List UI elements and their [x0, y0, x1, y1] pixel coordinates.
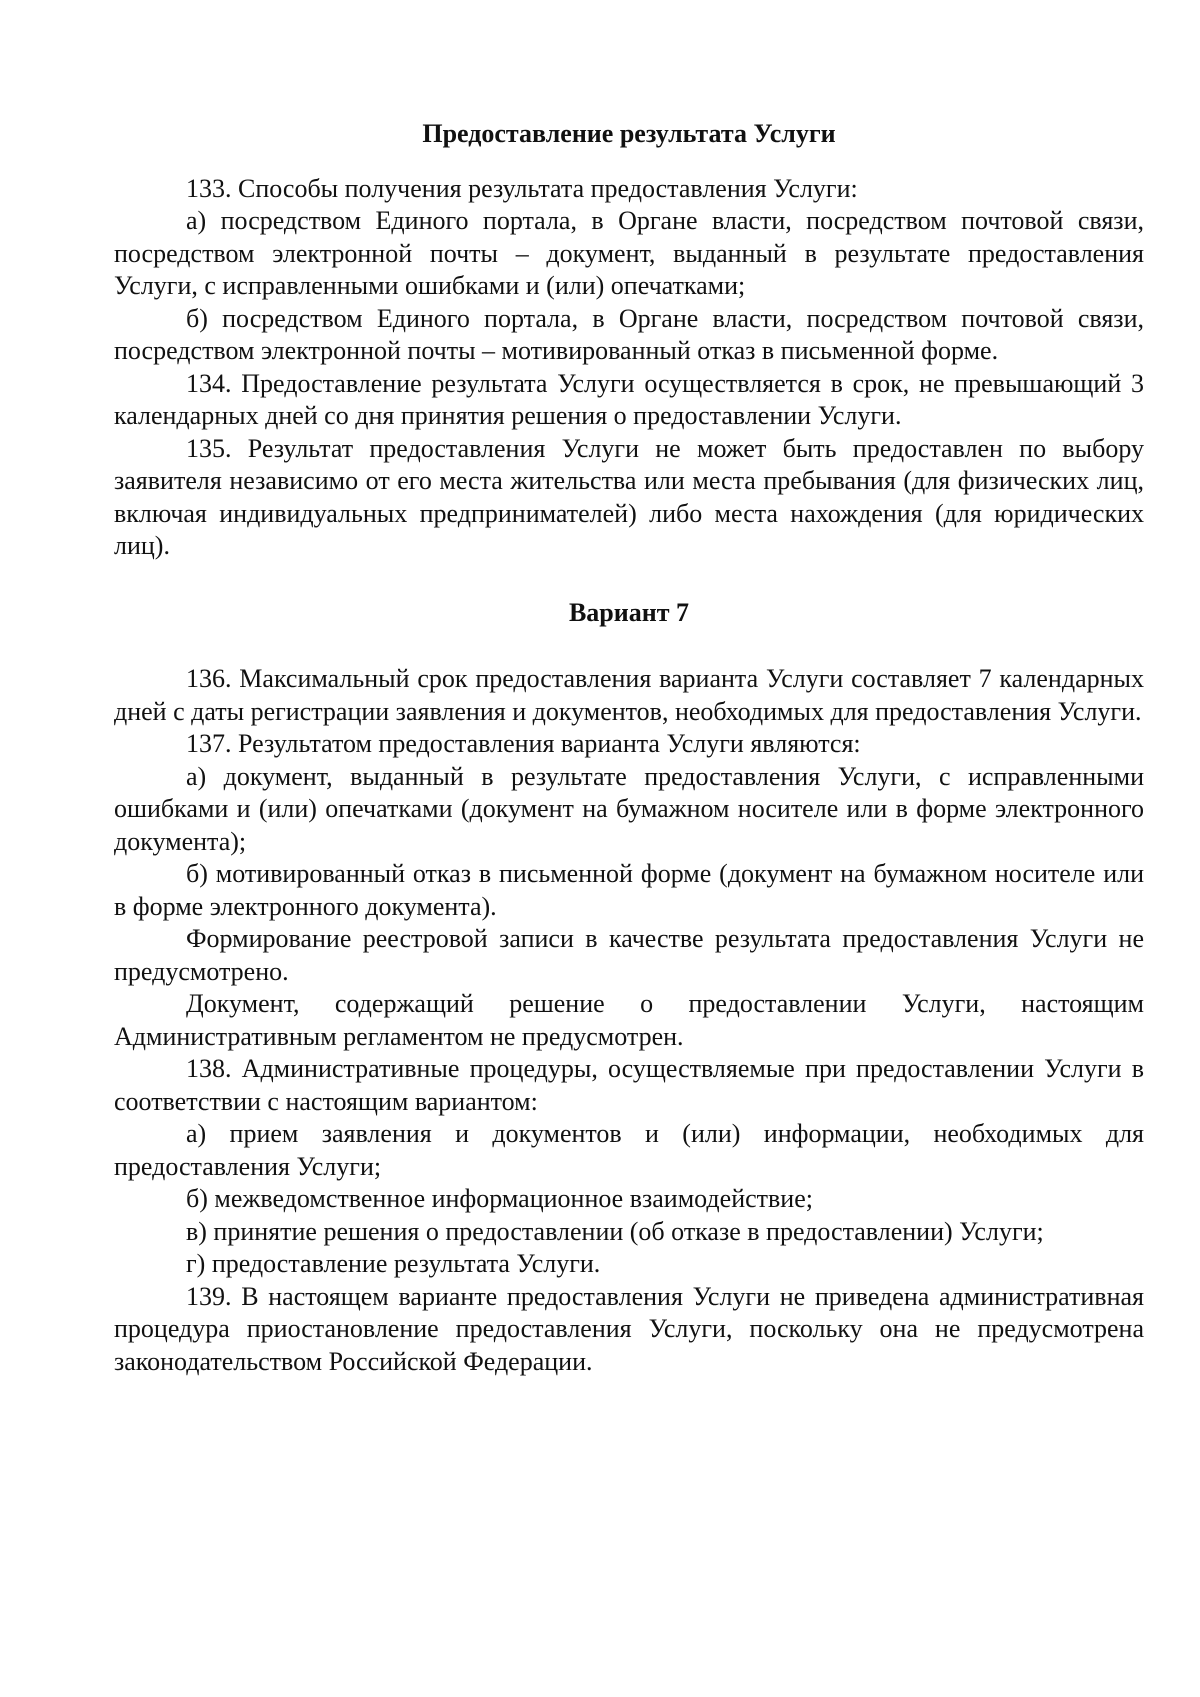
- paragraph-135: 135. Результат предоставления Услуги не может быть предоставлен по выбору заявителя независимо от его места жительства или места пребывания (для физических лиц, включая индивидуальных предпринимателей) либо места нахождения (для юридических лиц).: [114, 433, 1144, 560]
- paragraph-133-b: б) посредством Единого портала, в Органе власти, посредством почтовой связи, посредством электронной почты – мотивированный отказ в письменной форме.: [114, 303, 1144, 365]
- paragraph-138-a: а) прием заявления и документов и (или) информации, необходимых для предоставления Услуги;: [114, 1119, 1144, 1181]
- section-title-result: Предоставление результата Услуги: [422, 119, 836, 148]
- paragraph-133-a: а) посредством Единого портала, в Органе власти, посредством почтовой связи, посредством электронной почты – документ, выданный в результате предоставления Услуги, с исправленными ошибками и (или) опечатками;: [114, 206, 1144, 300]
- paragraph-registry-record: Формирование реестровой записи в качестве результата предоставления Услуги не предусмотрено.: [114, 924, 1144, 986]
- section-title-variant-7: Вариант 7: [568, 597, 690, 627]
- paragraph-133: 133. Способы получения результата предоставления Услуги:: [186, 173, 858, 203]
- paragraph-138-g: г) предоставление результата Услуги.: [186, 1249, 601, 1278]
- paragraph-138-b: б) межведомственное информационное взаимодействие;: [186, 1184, 813, 1213]
- paragraph-138-v: в) принятие решения о предоставлении (об отказе в предоставлении) Услуги;: [186, 1216, 1044, 1246]
- paragraph-138: 138. Административные процедуры, осуществляемые при предоставлении Услуги в соответствии с настоящим вариантом:: [114, 1054, 1144, 1116]
- paragraph-decision-document: Документ, содержащий решение о предоставлении Услуги, настоящим Административным регламентом не предусмотрен.: [114, 989, 1144, 1051]
- paragraph-134: 134. Предоставление результата Услуги осуществляется в срок, не превышающий 3 календарных дней со дня принятия решения о предоставлении Услуги.: [114, 368, 1144, 430]
- paragraph-137: 137. Результатом предоставления варианта Услуги являются:: [186, 729, 861, 758]
- paragraph-137-b: б) мотивированный отказ в письменной форме (документ на бумажном носителе или в форме электронного документа).: [114, 859, 1144, 921]
- paragraph-136: 136. Максимальный срок предоставления варианта Услуги составляет 7 календарных дней с даты регистрации заявления и документов, необходимых для предоставления Услуги.: [114, 664, 1144, 726]
- paragraph-139: 139. В настоящем варианте предоставления Услуги не приведена административная процедура приостановление предоставления Услуги, поскольку она не предусмотрена законодательством Российской Федерации.: [114, 1281, 1144, 1376]
- paragraph-137-a: а) документ, выданный в результате предоставления Услуги, с исправленными ошибками и (или) опечатками (документ на бумажном носителе или в форме электронного документа);: [114, 761, 1144, 856]
